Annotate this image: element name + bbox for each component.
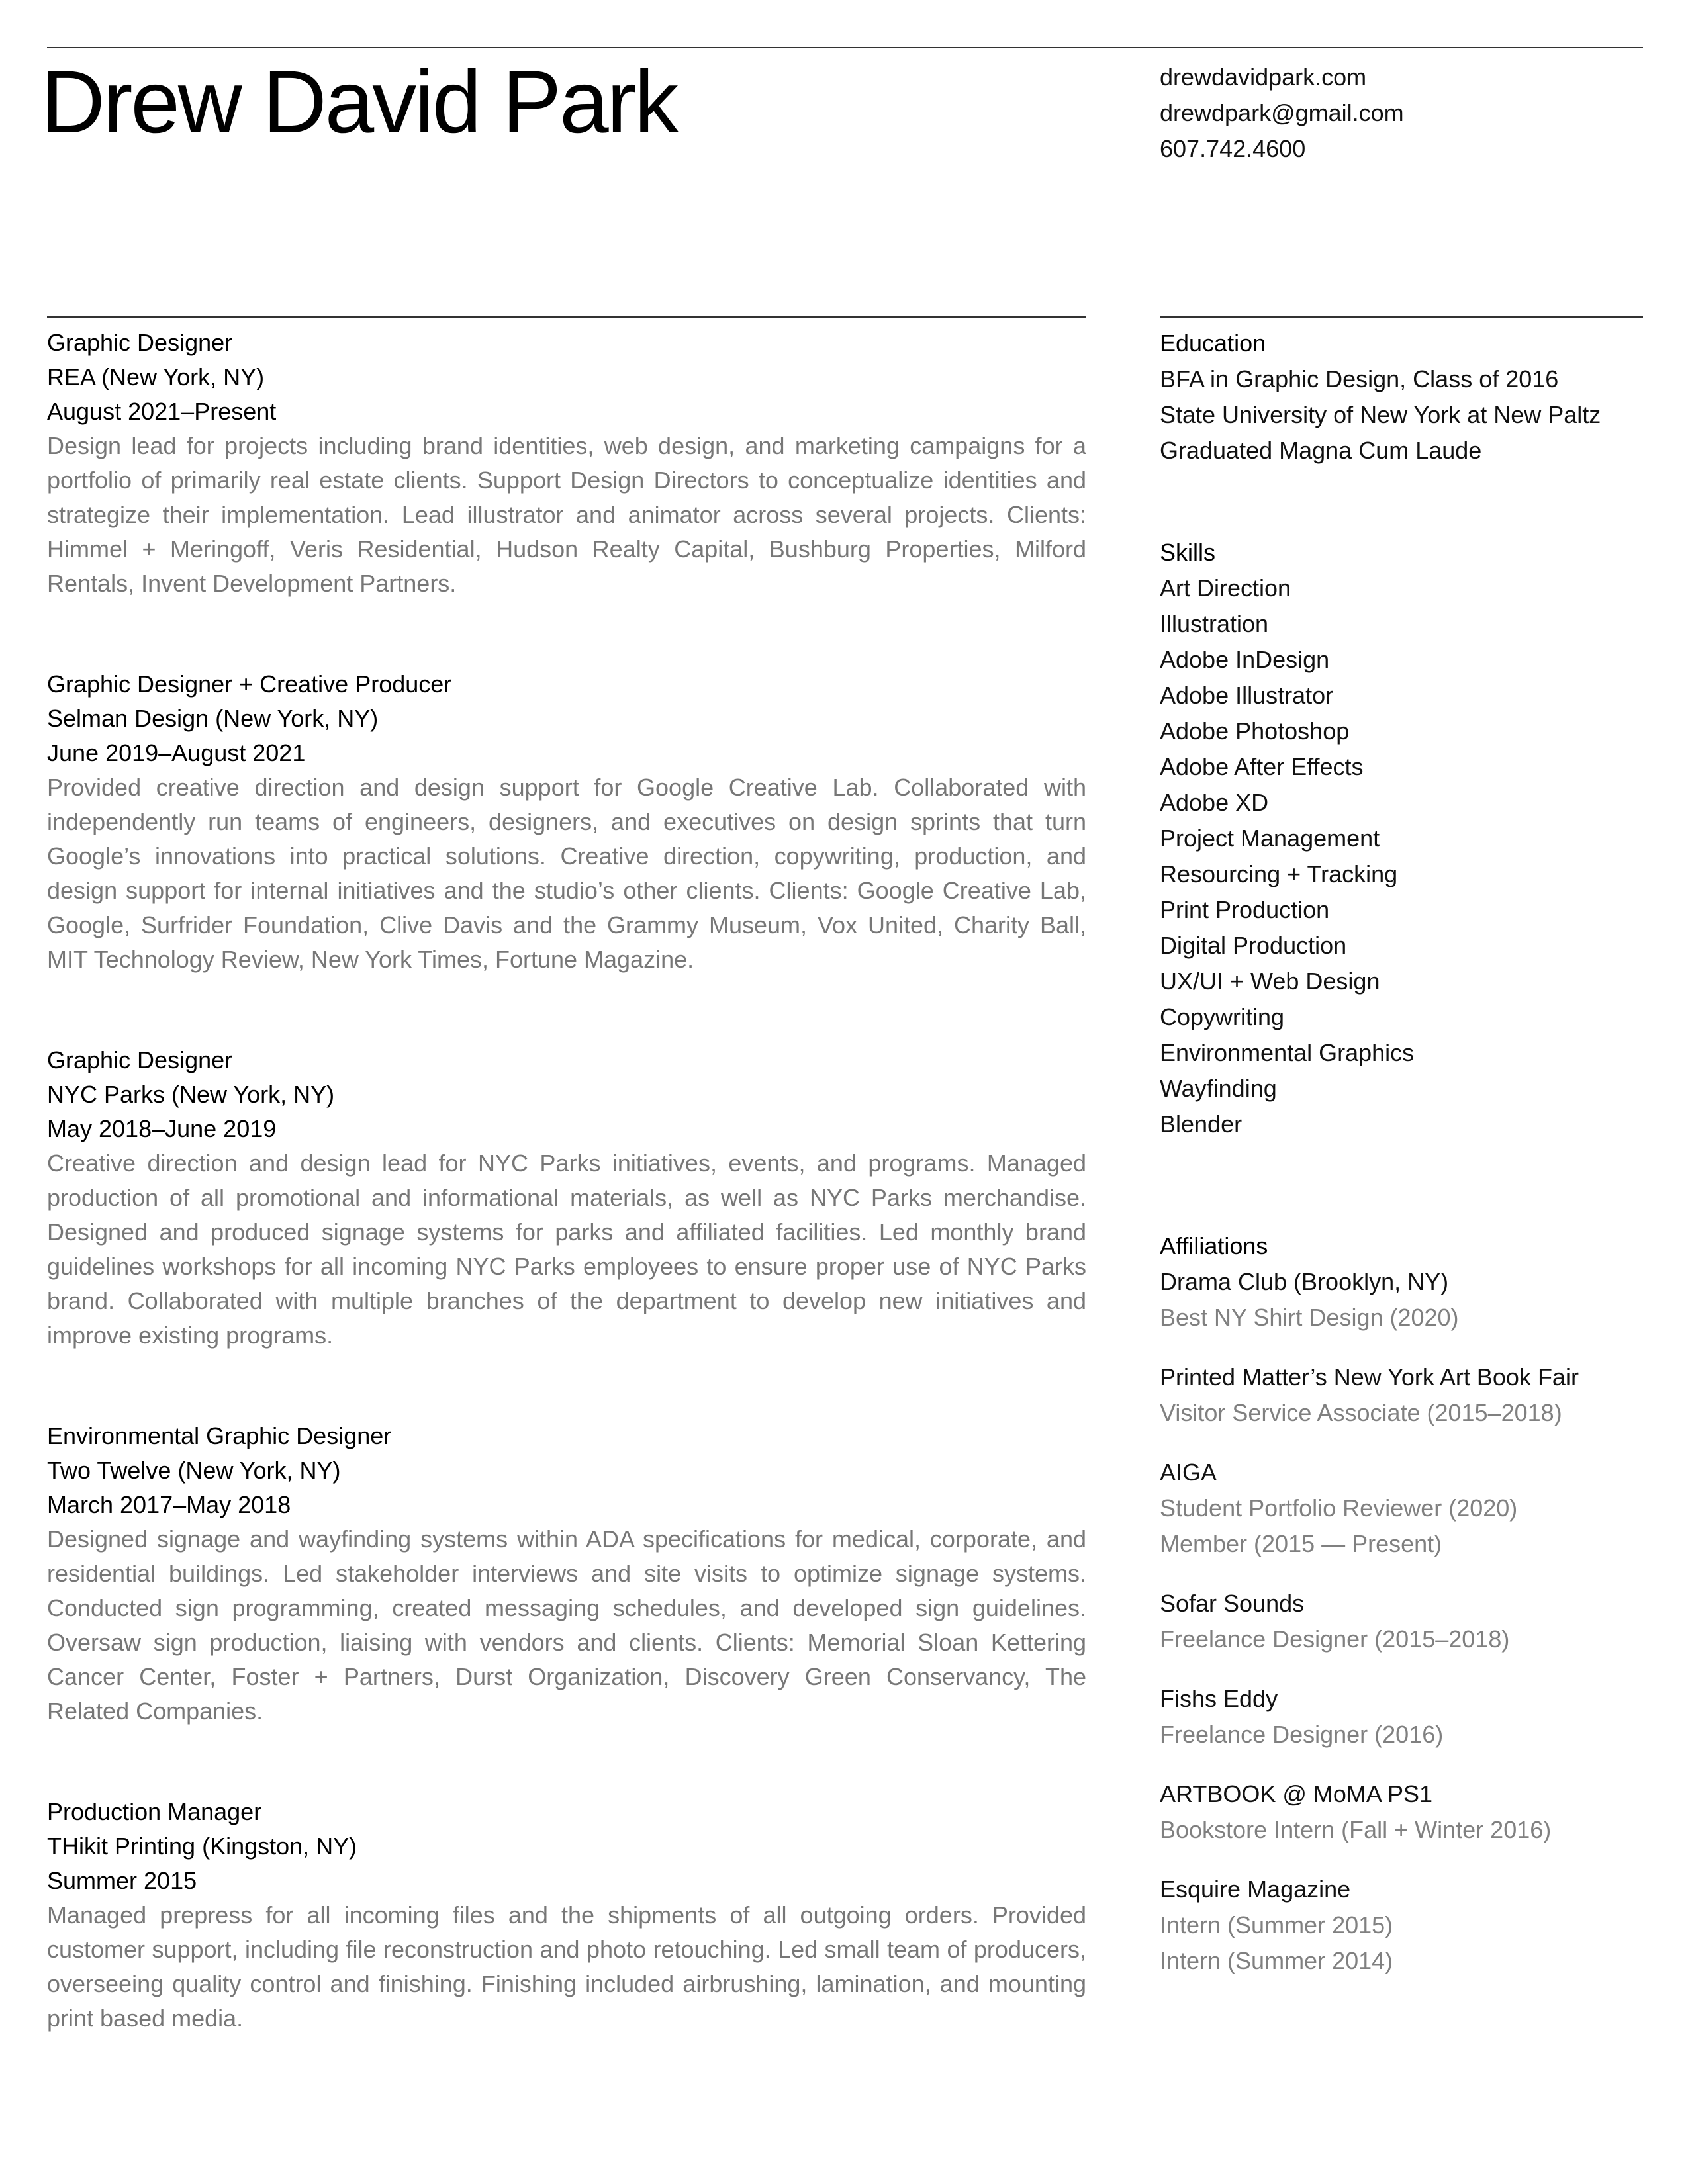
- job-description: Designed signage and wayfinding systems within ADA specifications for medical, corporate, and residential buildings. Led stakeholder interviews and site visits to optimize signage systems. Conducted sign programming, created messaging schedules, and developed sign guidelines. Oversaw sign production, liaising with vendors and clients. Clients: Memorial Sloan Kettering Cancer Center, Foster + Partners, Durst Organization, Discovery Green Conservancy, The Related Companies.: [47, 1525, 1086, 1725]
- job-location: (New York, NY): [215, 705, 379, 732]
- skill-item: Digital Production: [1160, 932, 1347, 959]
- affiliation-entry: [1160, 1586, 1643, 1657]
- job-entry: [47, 1419, 1086, 1729]
- job-company: REA: [47, 363, 95, 390]
- contact-block: [1160, 60, 1636, 167]
- affiliation-role: Intern (Summer 2014): [1160, 1947, 1393, 1974]
- top-divider: [47, 47, 1643, 48]
- sidebar-divider: [1160, 316, 1643, 318]
- job-location: (New York, NY): [101, 363, 265, 390]
- job-dates: August 2021–Present: [47, 398, 277, 425]
- job-dates: May 2018–June 2019: [47, 1115, 277, 1142]
- skills-list: [1160, 570, 1643, 1142]
- job-dates: June 2019–August 2021: [47, 739, 306, 766]
- sidebar: [1160, 326, 1643, 2003]
- skill-item: Wayfinding: [1160, 1075, 1277, 1102]
- affiliation-entry: [1160, 1455, 1643, 1562]
- resume-name: Drew David Park: [41, 53, 677, 152]
- job-company: THikit Printing: [47, 1833, 196, 1860]
- affiliations-heading: Affiliations: [1160, 1232, 1268, 1259]
- skill-item: Project Management: [1160, 825, 1380, 852]
- job-location: (New York, NY): [171, 1081, 335, 1108]
- skill-item: Blender: [1160, 1111, 1243, 1138]
- job-company: Two Twelve: [47, 1457, 171, 1484]
- job-company: Selman Design: [47, 705, 209, 732]
- job-location: (New York, NY): [177, 1457, 341, 1484]
- affiliations-section: [1160, 1228, 1643, 1979]
- affiliation-role: Student Portfolio Reviewer (2020): [1160, 1494, 1518, 1522]
- affiliation-name: Sofar Sounds: [1160, 1590, 1305, 1617]
- skills-section: [1160, 535, 1643, 1142]
- affiliation-role: Bookstore Intern (Fall + Winter 2016): [1160, 1816, 1552, 1843]
- affiliation-entry: [1160, 1872, 1643, 1979]
- experience-section: [47, 326, 1086, 2102]
- website-link[interactable]: drewdavidpark.com: [1160, 64, 1367, 91]
- job-dates: Summer 2015: [47, 1867, 197, 1894]
- job-company-line: [47, 1453, 1086, 1488]
- skill-item: Illustration: [1160, 610, 1269, 637]
- education-section: [1160, 326, 1643, 469]
- skill-item: Resourcing + Tracking: [1160, 860, 1398, 887]
- education-line: BFA in Graphic Design, Class of 2016: [1160, 365, 1559, 392]
- job-description: Design lead for projects including brand identities, web design, and marketing campaigns for a portfolio of primarily real estate clients. Support Design Directors to conceptualize identities and strategize their implementation. Lead illustrator and animator across several projects. Clients: Himmel + Meringoff, Veris Residential, Hudson Realty Capital, Bushburg Properties, Milford Rentals, Invent Development Partners.: [47, 432, 1086, 597]
- affiliation-role: Visitor Service Associate (2015–2018): [1160, 1399, 1562, 1426]
- job-title: Graphic Designer: [47, 329, 233, 356]
- job-description: Provided creative direction and design support for Google Creative Lab. Collaborated with independently run teams of engineers, designers, and executives on design sprints that turn Google’s innovations into practical solutions. Creative direction, copywriting, production, and design support for internal initiatives and the studio’s other clients. Clients: Google Creative Lab, Google, Surfrider Foundation, Clive Davis and the Grammy Museum, Vox United, Charity Ball, MIT Technology Review, New York Times, Fortune Magazine.: [47, 774, 1086, 973]
- skill-item: Copywriting: [1160, 1003, 1285, 1030]
- job-title: Production Manager: [47, 1798, 262, 1825]
- affiliation-entry: [1160, 1359, 1643, 1431]
- education-line: Graduated Magna Cum Laude: [1160, 437, 1482, 464]
- job-company-line: [47, 1829, 1086, 1864]
- job-company-line: [47, 360, 1086, 394]
- job-entry: [47, 326, 1086, 601]
- job-company-line: [47, 1077, 1086, 1112]
- education-line: State University of New York at New Paltz: [1160, 401, 1601, 428]
- affiliation-role: Member (2015 — Present): [1160, 1530, 1442, 1557]
- affiliation-entry: [1160, 1264, 1643, 1336]
- job-title: Graphic Designer + Creative Producer: [47, 670, 452, 698]
- job-entry: [47, 667, 1086, 977]
- education-heading: Education: [1160, 330, 1266, 357]
- job-location: (Kingston, NY): [202, 1833, 357, 1860]
- skill-item: Environmental Graphics: [1160, 1039, 1415, 1066]
- job-company-line: [47, 702, 1086, 736]
- skill-item: Adobe Photoshop: [1160, 717, 1350, 745]
- affiliation-name: AIGA: [1160, 1459, 1217, 1486]
- affiliation-name: Drama Club (Brooklyn, NY): [1160, 1268, 1449, 1295]
- job-description: Creative direction and design lead for NYC Parks initiatives, events, and programs. Managed production of all promotional and informational materials, as well as NYC Parks merchandise. Designed and produced signage systems for parks and affiliated facilities. Led monthly brand guidelines workshops for all incoming NYC Parks employees to ensure proper use of NYC Parks brand. Collaborated with multiple branches of the department to develop new initiatives and improve existing programs.: [47, 1150, 1086, 1349]
- skill-item: Print Production: [1160, 896, 1330, 923]
- skill-item: Adobe InDesign: [1160, 646, 1330, 673]
- affiliation-entry: [1160, 1681, 1643, 1752]
- job-description: Managed prepress for all incoming files and the shipments of all outgoing orders. Provided customer support, including file reconstruction and photo retouching. Led small team of producers, overseeing quality control and finishing. Finishing included airbrushing, lamination, and mounting print based media.: [47, 1901, 1086, 2032]
- job-title: Environmental Graphic Designer: [47, 1422, 392, 1449]
- job-company: NYC Parks: [47, 1081, 165, 1108]
- skill-item: Adobe After Effects: [1160, 753, 1364, 780]
- affiliation-role: Freelance Designer (2016): [1160, 1721, 1444, 1748]
- skill-item: Adobe XD: [1160, 789, 1269, 816]
- skill-item: UX/UI + Web Design: [1160, 968, 1380, 995]
- affiliation-role: Freelance Designer (2015–2018): [1160, 1625, 1510, 1653]
- skill-item: Adobe Illustrator: [1160, 682, 1334, 709]
- affiliation-name: Fishs Eddy: [1160, 1685, 1278, 1712]
- job-dates: March 2017–May 2018: [47, 1491, 291, 1518]
- phone-number: 607.742.4600: [1160, 135, 1306, 162]
- affiliation-entry: [1160, 1776, 1643, 1848]
- job-entry: [47, 1795, 1086, 2036]
- skill-item: Art Direction: [1160, 574, 1291, 602]
- email-link[interactable]: drewdpark@gmail.com: [1160, 99, 1404, 126]
- affiliation-name: Printed Matter’s New York Art Book Fair: [1160, 1363, 1579, 1390]
- affiliation-role: Intern (Summer 2015): [1160, 1911, 1393, 1938]
- affiliation-role: Best NY Shirt Design (2020): [1160, 1304, 1459, 1331]
- affiliation-name: Esquire Magazine: [1160, 1876, 1351, 1903]
- skills-heading: Skills: [1160, 539, 1216, 566]
- experience-divider: [47, 316, 1086, 318]
- job-title: Graphic Designer: [47, 1046, 233, 1073]
- job-entry: [47, 1043, 1086, 1353]
- affiliation-name: ARTBOOK @ MoMA PS1: [1160, 1780, 1432, 1807]
